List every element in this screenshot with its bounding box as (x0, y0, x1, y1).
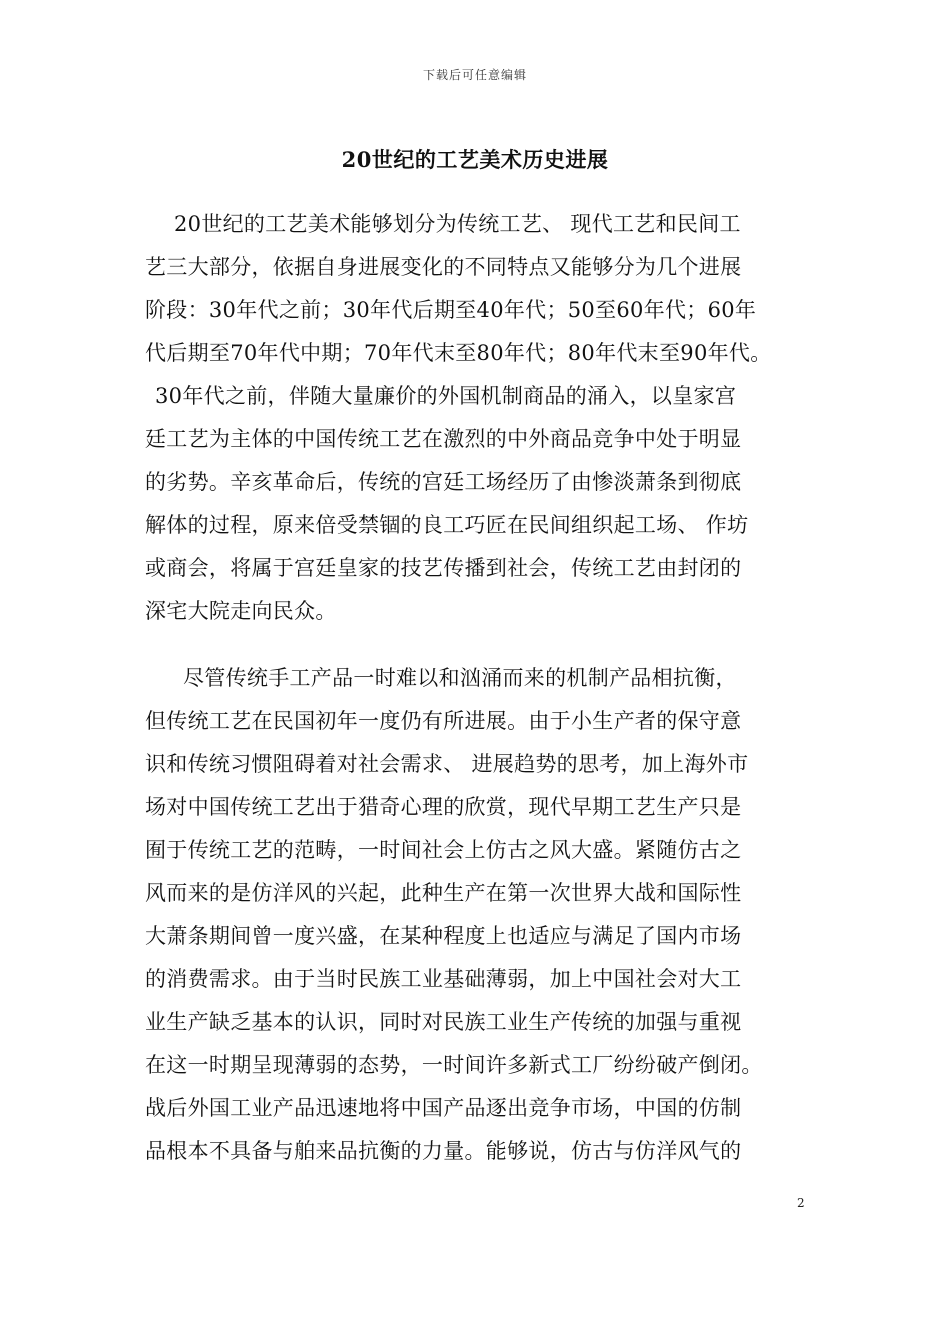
paragraph-2-line-6: 深宅大院走向民众。 (145, 599, 337, 623)
paragraph-3-line-3: 识和传统习惯阻碍着对社会需求、 进展趋势的思考，加上海外市 (145, 752, 749, 776)
paragraph-1-line-1: 20世纪的工艺美术能够划分为传统工艺、 现代工艺和民间工 (174, 212, 741, 236)
paragraph-3-line-9: 业生产缺乏基本的认识，同时对民族工业生产传统的加强与重视 (145, 1010, 742, 1034)
paragraph-3-line-5: 囿于传统工艺的范畴，一时间社会上仿古之风大盛。紧随仿古之 (145, 838, 742, 862)
paragraph-2-line-3: 的劣势。辛亥革命后，传统的宫廷工场经历了由惨淡萧条到彻底 (145, 470, 742, 494)
paragraph-3-line-12: 品根本不具备与舶来品抗衡的力量。能够说，仿古与仿洋风气的 (145, 1139, 742, 1163)
paragraph-2-line-5: 或商会，将属于宫廷皇家的技艺传播到社会，传统工艺由封闭的 (145, 556, 742, 580)
document-title: 20世纪的工艺美术历史进展 (341, 147, 609, 172)
paragraph-2-line-4: 解体的过程，原来倍受禁锢的良工巧匠在民间组织起工场、 作坊 (145, 513, 749, 537)
page-number: 2 (797, 1196, 805, 1210)
paragraph-3-line-1: 尽管传统手工产品一时难以和汹涌而来的机制产品相抗衡， (183, 666, 737, 690)
paragraph-3-line-7: 大萧条期间曾一度兴盛，在某种程度上也适应与满足了国内市场 (145, 924, 742, 948)
paragraph-1-line-2: 艺三大部分，依据自身进展变化的不同特点又能够分为几个进展 (145, 255, 742, 279)
paragraph-3-line-11: 战后外国工业产品迅速地将中国产品逐出竞争市场，中国的仿制 (145, 1096, 742, 1120)
page-header: 下载后可任意编辑 (422, 68, 527, 82)
paragraph-3-line-2: 但传统工艺在民国初年一度仍有所进展。由于小生产者的保守意 (145, 709, 742, 733)
paragraph-3-line-8: 的消费需求。由于当时民族工业基础薄弱，加上中国社会对大工 (145, 967, 742, 991)
paragraph-2-line-1: 30年代之前，伴随大量廉价的外国机制商品的涌入，以皇家宫 (155, 384, 737, 408)
paragraph-3-line-10: 在这一时期呈现薄弱的态势，一时间许多新式工厂纷纷破产倒闭。 (145, 1053, 763, 1077)
paragraph-3-line-6: 风而来的是仿洋风的兴起，此种生产在第一次世界大战和国际性 (145, 881, 742, 905)
paragraph-3-line-4: 场对中国传统工艺出于猎奇心理的欣赏，现代早期工艺生产只是 (145, 795, 742, 819)
paragraph-1-line-3: 阶段：30年代之前；30年代后期至40年代；50至60年代；60年 (145, 298, 757, 322)
paragraph-1-line-4: 代后期至70年代中期；70年代末至80年代；80年代末至90年代。 (145, 341, 772, 365)
paragraph-2-line-2: 廷工艺为主体的中国传统工艺在激烈的中外商品竞争中处于明显 (145, 427, 742, 451)
